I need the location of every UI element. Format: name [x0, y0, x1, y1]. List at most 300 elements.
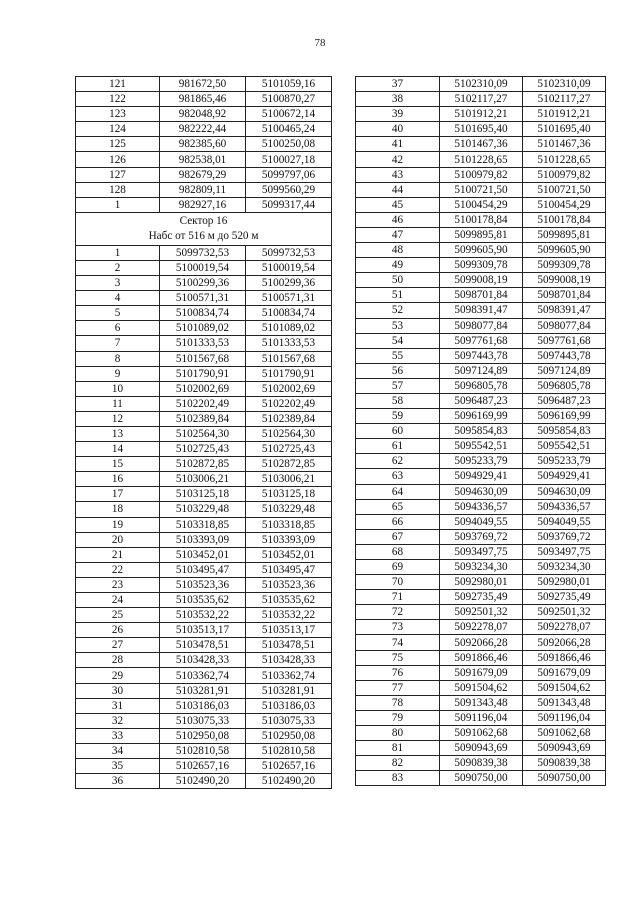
table-row	[356, 726, 606, 741]
coordinate-cell: 5103393,09	[160, 532, 246, 547]
table-row	[356, 680, 606, 695]
point-number-cell: 34	[76, 743, 160, 758]
table-row	[356, 107, 606, 122]
table-row	[356, 122, 606, 137]
point-number-cell: 11	[76, 396, 160, 411]
coordinate-cell: 5092501,32	[523, 605, 606, 620]
point-number-cell: 77	[356, 680, 440, 695]
point-number-cell: 32	[76, 713, 160, 728]
table-row	[356, 771, 606, 786]
point-number-cell: 50	[356, 273, 440, 288]
coordinate-cell: 5103452,01	[246, 547, 332, 562]
coordinate-cell: 5091866,46	[440, 650, 523, 665]
point-number-cell: 15	[76, 457, 160, 472]
coordinate-cell: 5103478,51	[246, 638, 332, 653]
point-number-cell: 68	[356, 544, 440, 559]
left-coordinates-table	[75, 76, 332, 789]
point-number-cell: 36	[76, 774, 160, 789]
coordinate-cell: 5090750,00	[440, 771, 523, 786]
table-row	[76, 336, 332, 351]
coordinate-cell: 5092980,01	[523, 575, 606, 590]
coordinate-cell: 5103362,74	[160, 668, 246, 683]
point-number-cell: 69	[356, 560, 440, 575]
coordinate-cell: 5091196,04	[523, 710, 606, 725]
coordinate-cell: 5102202,49	[246, 396, 332, 411]
point-number-cell: 5	[76, 306, 160, 321]
coordinate-cell: 5096487,23	[440, 393, 523, 408]
coordinate-cell: 5100721,50	[523, 182, 606, 197]
table-row	[356, 560, 606, 575]
point-number-cell: 25	[76, 608, 160, 623]
coordinate-cell: 5100979,82	[440, 167, 523, 182]
coordinate-cell: 5102810,58	[246, 743, 332, 758]
point-number-cell: 121	[76, 77, 160, 92]
table-row	[356, 756, 606, 771]
table-row	[356, 288, 606, 303]
coordinate-cell: 5100299,36	[160, 276, 246, 291]
point-number-cell: 79	[356, 710, 440, 725]
table-row	[76, 245, 332, 260]
coordinate-cell: 5101089,02	[160, 321, 246, 336]
point-number-cell: 39	[356, 107, 440, 122]
point-number-cell: 67	[356, 529, 440, 544]
table-row	[76, 683, 332, 698]
table-row	[356, 514, 606, 529]
coordinate-cell: 5103428,33	[246, 653, 332, 668]
point-number-cell: 17	[76, 487, 160, 502]
coordinate-cell: 5102117,27	[440, 92, 523, 107]
coordinate-cell: 5101059,16	[246, 77, 332, 92]
coordinate-cell: 5103075,33	[246, 713, 332, 728]
table-row	[76, 197, 332, 212]
table-row	[76, 381, 332, 396]
table-row	[356, 469, 606, 484]
table-row	[76, 593, 332, 608]
table-row	[76, 774, 332, 789]
table-row	[76, 107, 332, 122]
coordinate-cell: 5098701,84	[523, 288, 606, 303]
table-row	[356, 620, 606, 635]
table-row	[356, 243, 606, 258]
coordinate-cell: 5096169,99	[523, 409, 606, 424]
point-number-cell: 9	[76, 366, 160, 381]
point-number-cell: 73	[356, 620, 440, 635]
point-number-cell: 64	[356, 484, 440, 499]
coordinate-cell: 5103535,62	[246, 593, 332, 608]
point-number-cell: 33	[76, 728, 160, 743]
coordinate-cell: 5091866,46	[523, 650, 606, 665]
point-number-cell: 4	[76, 291, 160, 306]
coordinate-cell: 5092278,07	[523, 620, 606, 635]
table-row	[76, 472, 332, 487]
table-row	[356, 393, 606, 408]
table-row	[76, 152, 332, 167]
coordinate-cell: 5103362,74	[246, 668, 332, 683]
section-header-cell	[76, 212, 332, 245]
table-row	[76, 759, 332, 774]
coordinate-cell: 5102310,09	[440, 77, 523, 92]
coordinate-cell: 982048,92	[160, 107, 246, 122]
right-coordinates-table	[355, 76, 606, 786]
coordinate-cell: 5096805,78	[523, 378, 606, 393]
coordinate-cell: 5101567,68	[160, 351, 246, 366]
coordinate-cell: 5103535,62	[160, 593, 246, 608]
coordinate-cell: 5091343,48	[440, 695, 523, 710]
table-row	[356, 182, 606, 197]
coordinate-cell: 5091504,62	[440, 680, 523, 695]
point-number-cell: 23	[76, 577, 160, 592]
coordinate-cell: 5097761,68	[523, 333, 606, 348]
table-row	[356, 424, 606, 439]
table-row	[356, 258, 606, 273]
coordinate-cell: 5091062,68	[440, 726, 523, 741]
table-row	[356, 484, 606, 499]
table-row	[356, 665, 606, 680]
coordinate-cell: 5101695,40	[523, 122, 606, 137]
coordinate-cell: 5101467,36	[523, 137, 606, 152]
point-number-cell: 16	[76, 472, 160, 487]
coordinate-cell: 5100672,14	[246, 107, 332, 122]
coordinate-cell: 5100027,18	[246, 152, 332, 167]
point-number-cell: 41	[356, 137, 440, 152]
point-number-cell: 125	[76, 137, 160, 152]
coordinate-cell: 5094336,57	[440, 499, 523, 514]
coordinate-cell: 982538,01	[160, 152, 246, 167]
point-number-cell: 6	[76, 321, 160, 336]
point-number-cell: 1	[76, 245, 160, 260]
coordinate-cell: 5103281,91	[246, 683, 332, 698]
point-number-cell: 62	[356, 454, 440, 469]
table-row	[356, 212, 606, 227]
coordinate-cell: 5103478,51	[160, 638, 246, 653]
point-number-cell: 24	[76, 593, 160, 608]
table-row	[76, 167, 332, 182]
coordinate-cell: 5096805,78	[440, 378, 523, 393]
table-row	[356, 77, 606, 92]
point-number-cell: 70	[356, 575, 440, 590]
coordinate-cell: 5093769,72	[440, 529, 523, 544]
coordinate-cell: 5102117,27	[523, 92, 606, 107]
point-number-cell: 2	[76, 260, 160, 275]
table-row	[356, 575, 606, 590]
coordinate-cell: 5096169,99	[440, 409, 523, 424]
coordinate-cell: 5093497,75	[523, 544, 606, 559]
coordinate-cell: 5092066,28	[523, 635, 606, 650]
coordinate-cell: 5100571,31	[246, 291, 332, 306]
coordinate-cell: 5103393,09	[246, 532, 332, 547]
table-row	[356, 378, 606, 393]
coordinate-cell: 5103318,85	[160, 517, 246, 532]
table-row	[76, 137, 332, 152]
point-number-cell: 46	[356, 212, 440, 227]
point-number-cell: 74	[356, 635, 440, 650]
table-row	[76, 532, 332, 547]
table-row	[76, 502, 332, 517]
left-table-section	[76, 212, 332, 245]
coordinate-cell: 5099732,53	[246, 245, 332, 260]
point-number-cell: 128	[76, 182, 160, 197]
coordinate-cell: 5102389,84	[246, 411, 332, 426]
coordinate-cell: 5100979,82	[523, 167, 606, 182]
coordinate-cell: 5100465,24	[246, 122, 332, 137]
coordinate-cell: 5101228,65	[523, 152, 606, 167]
coordinate-cell: 5100834,74	[160, 306, 246, 321]
section-subtitle: Набс от 516 м до 520 м	[148, 229, 259, 242]
table-row	[76, 623, 332, 638]
table-row	[76, 728, 332, 743]
table-row	[76, 487, 332, 502]
coordinate-cell: 5097761,68	[440, 333, 523, 348]
coordinate-cell: 5101912,21	[523, 107, 606, 122]
coordinate-cell: 5100721,50	[440, 182, 523, 197]
coordinate-cell: 5095542,51	[523, 439, 606, 454]
coordinate-cell: 5102389,84	[160, 411, 246, 426]
table-row	[76, 547, 332, 562]
coordinate-cell: 5092501,32	[440, 605, 523, 620]
coordinate-cell: 5101333,53	[246, 336, 332, 351]
coordinate-cell: 5103495,47	[246, 562, 332, 577]
table-row	[356, 409, 606, 424]
point-number-cell: 44	[356, 182, 440, 197]
point-number-cell: 81	[356, 741, 440, 756]
point-number-cell: 45	[356, 197, 440, 212]
table-row	[76, 577, 332, 592]
point-number-cell: 71	[356, 590, 440, 605]
table-row	[76, 668, 332, 683]
coordinate-cell: 5094630,09	[440, 484, 523, 499]
coordinate-cell: 5090839,38	[440, 756, 523, 771]
table-row	[76, 366, 332, 381]
point-number-cell: 75	[356, 650, 440, 665]
coordinate-cell: 5101912,21	[440, 107, 523, 122]
coordinate-cell: 5093497,75	[440, 544, 523, 559]
point-number-cell: 56	[356, 363, 440, 378]
table-row	[76, 608, 332, 623]
table-row	[356, 348, 606, 363]
coordinate-cell: 5101790,91	[246, 366, 332, 381]
point-number-cell: 26	[76, 623, 160, 638]
coordinate-cell: 5103186,03	[246, 698, 332, 713]
coordinate-cell: 5091343,48	[523, 695, 606, 710]
point-number-cell: 27	[76, 638, 160, 653]
point-number-cell: 49	[356, 258, 440, 273]
point-number-cell: 52	[356, 303, 440, 318]
coordinate-cell: 5090943,69	[523, 741, 606, 756]
table-row	[76, 653, 332, 668]
coordinate-cell: 5103186,03	[160, 698, 246, 713]
table-row	[356, 167, 606, 182]
point-number-cell: 19	[76, 517, 160, 532]
point-number-cell: 21	[76, 547, 160, 562]
point-number-cell: 18	[76, 502, 160, 517]
coordinate-cell: 5093234,30	[440, 560, 523, 575]
coordinate-cell: 5102872,85	[246, 457, 332, 472]
table-row	[76, 122, 332, 137]
point-number-cell: 13	[76, 426, 160, 441]
point-number-cell: 3	[76, 276, 160, 291]
table-row	[76, 426, 332, 441]
point-number-cell: 82	[356, 756, 440, 771]
coordinate-cell: 5102725,43	[246, 442, 332, 457]
table-row	[356, 590, 606, 605]
coordinate-cell: 5103532,22	[246, 608, 332, 623]
coordinate-cell: 5099309,78	[440, 258, 523, 273]
coordinate-cell: 5102657,16	[160, 759, 246, 774]
coordinate-cell: 5099008,19	[440, 273, 523, 288]
table-row	[356, 137, 606, 152]
coordinate-cell: 5100571,31	[160, 291, 246, 306]
coordinate-cell: 5090839,38	[523, 756, 606, 771]
table-row	[76, 457, 332, 472]
coordinate-cell: 5097443,78	[523, 348, 606, 363]
coordinate-cell: 5099895,81	[523, 227, 606, 242]
coordinate-cell: 5102657,16	[246, 759, 332, 774]
coordinate-cell: 5098077,84	[440, 318, 523, 333]
table-row	[356, 650, 606, 665]
table-row	[76, 77, 332, 92]
point-number-cell: 57	[356, 378, 440, 393]
point-number-cell: 122	[76, 92, 160, 107]
coordinate-cell: 5099008,19	[523, 273, 606, 288]
coordinate-cell: 5101467,36	[440, 137, 523, 152]
point-number-cell: 1	[76, 197, 160, 212]
coordinate-cell: 5101695,40	[440, 122, 523, 137]
coordinate-cell: 5097443,78	[440, 348, 523, 363]
coordinate-cell: 5100870,27	[246, 92, 332, 107]
point-number-cell: 10	[76, 381, 160, 396]
point-number-cell: 12	[76, 411, 160, 426]
table-row	[356, 605, 606, 620]
coordinate-cell: 5100250,08	[246, 137, 332, 152]
point-number-cell: 65	[356, 499, 440, 514]
coordinate-cell: 5100454,29	[523, 197, 606, 212]
coordinate-cell: 5098391,47	[440, 303, 523, 318]
table-row	[76, 698, 332, 713]
table-row	[76, 306, 332, 321]
coordinate-cell: 5103495,47	[160, 562, 246, 577]
coordinate-cell: 5095233,79	[440, 454, 523, 469]
point-number-cell: 43	[356, 167, 440, 182]
coordinate-cell: 5103075,33	[160, 713, 246, 728]
table-row	[356, 303, 606, 318]
table-row	[356, 318, 606, 333]
point-number-cell: 63	[356, 469, 440, 484]
point-number-cell: 47	[356, 227, 440, 242]
table-row	[356, 454, 606, 469]
coordinate-cell: 5102725,43	[160, 442, 246, 457]
coordinate-cell: 5101089,02	[246, 321, 332, 336]
coordinate-cell: 5103125,18	[160, 487, 246, 502]
point-number-cell: 58	[356, 393, 440, 408]
point-number-cell: 51	[356, 288, 440, 303]
coordinate-cell: 5102950,08	[160, 728, 246, 743]
coordinate-cell: 5096487,23	[523, 393, 606, 408]
coordinate-cell: 5092735,49	[440, 590, 523, 605]
point-number-cell: 29	[76, 668, 160, 683]
left-table-rows-before	[76, 77, 332, 213]
point-number-cell: 126	[76, 152, 160, 167]
coordinate-cell: 5094049,55	[440, 514, 523, 529]
point-number-cell: 42	[356, 152, 440, 167]
coordinate-cell: 5099797,06	[246, 167, 332, 182]
coordinate-cell: 5099895,81	[440, 227, 523, 242]
table-row	[76, 276, 332, 291]
coordinate-cell: 5101333,53	[160, 336, 246, 351]
point-number-cell: 14	[76, 442, 160, 457]
coordinate-cell: 5101567,68	[246, 351, 332, 366]
coordinate-cell: 5092066,28	[440, 635, 523, 650]
coordinate-cell: 5103532,22	[160, 608, 246, 623]
coordinate-cell: 5101790,91	[160, 366, 246, 381]
point-number-cell: 76	[356, 665, 440, 680]
point-number-cell: 59	[356, 409, 440, 424]
coordinate-cell: 5102202,49	[160, 396, 246, 411]
table-row	[356, 227, 606, 242]
coordinate-cell: 5100178,84	[440, 212, 523, 227]
coordinate-cell: 5095233,79	[523, 454, 606, 469]
coordinate-cell: 5090943,69	[440, 741, 523, 756]
table-row	[76, 562, 332, 577]
coordinate-cell: 5092980,01	[440, 575, 523, 590]
coordinate-cell: 5093769,72	[523, 529, 606, 544]
table-row	[76, 291, 332, 306]
coordinate-cell: 5102564,30	[246, 426, 332, 441]
coordinate-cell: 5103523,36	[246, 577, 332, 592]
coordinate-cell: 5101228,65	[440, 152, 523, 167]
table-row	[76, 182, 332, 197]
point-number-cell: 40	[356, 122, 440, 137]
section-header-row	[76, 212, 332, 245]
coordinate-cell: 5091062,68	[523, 726, 606, 741]
point-number-cell: 78	[356, 695, 440, 710]
point-number-cell: 83	[356, 771, 440, 786]
point-number-cell: 123	[76, 107, 160, 122]
coordinate-cell: 5103229,48	[246, 502, 332, 517]
table-row	[356, 544, 606, 559]
coordinate-cell: 5103125,18	[246, 487, 332, 502]
coordinate-cell: 982809,11	[160, 182, 246, 197]
table-row	[356, 273, 606, 288]
point-number-cell: 53	[356, 318, 440, 333]
coordinate-cell: 5097124,89	[523, 363, 606, 378]
coordinate-cell: 5103523,36	[160, 577, 246, 592]
coordinate-cell: 5102490,20	[160, 774, 246, 789]
table-row	[356, 635, 606, 650]
table-row	[76, 92, 332, 107]
table-row	[76, 396, 332, 411]
point-number-cell: 38	[356, 92, 440, 107]
coordinate-cell: 982679,29	[160, 167, 246, 182]
coordinate-cell: 981865,46	[160, 92, 246, 107]
left-table-rows-after	[76, 245, 332, 788]
coordinate-cell: 5100019,54	[160, 260, 246, 275]
point-number-cell: 35	[76, 759, 160, 774]
coordinate-cell: 5092278,07	[440, 620, 523, 635]
coordinate-cell: 5094336,57	[523, 499, 606, 514]
coordinate-cell: 5091679,09	[523, 665, 606, 680]
table-row	[76, 517, 332, 532]
coordinate-cell: 5100019,54	[246, 260, 332, 275]
coordinate-cell: 5100454,29	[440, 197, 523, 212]
point-number-cell: 28	[76, 653, 160, 668]
coordinate-cell: 5091196,04	[440, 710, 523, 725]
coordinate-cell: 5102310,09	[523, 77, 606, 92]
coordinate-cell: 5103452,01	[160, 547, 246, 562]
point-number-cell: 30	[76, 683, 160, 698]
table-row	[356, 529, 606, 544]
point-number-cell: 7	[76, 336, 160, 351]
table-row	[76, 713, 332, 728]
